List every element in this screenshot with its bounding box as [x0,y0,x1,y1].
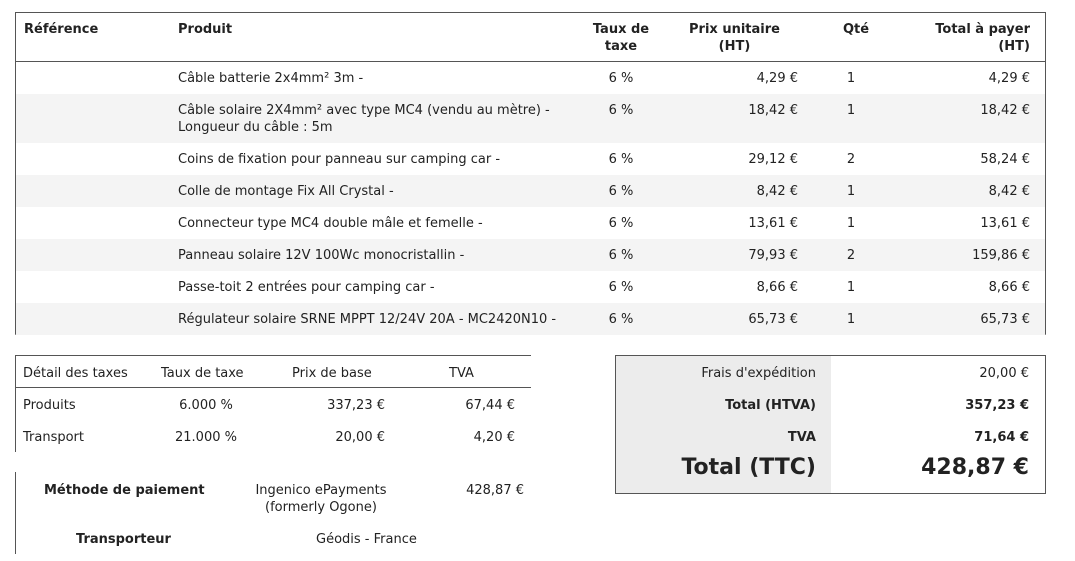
row-total: 159,86 € [972,248,1030,263]
carrier-value: Géodis - France [316,532,417,547]
row-qty: 1 [846,312,856,327]
row-total: 13,61 € [980,216,1030,231]
header-product: Produit [178,22,233,37]
row-product-line2: Longueur du câble : 5m [178,120,333,135]
row-product [178,102,573,136]
table-row [16,303,1045,335]
tax-row-rate: 21.000 % [175,430,237,445]
row-qty: 1 [846,71,856,86]
tax-row-vat: 4,20 € [473,430,515,445]
row-tax: 6 % [608,312,634,327]
payment-method-value [236,482,406,516]
header-tax-rate [581,21,661,55]
header-unit-price [676,21,793,55]
header-reference: Référence [24,22,99,37]
header-total [896,21,1030,55]
table-row [16,94,1045,143]
row-tax: 6 % [608,152,634,167]
total-excl-label: Total (HTVA) [725,398,816,413]
tax-header-rate: Taux de taxe [161,366,244,381]
row-product: Panneau solaire 12V 100Wc monocristallin - [178,248,465,263]
header-tax-rate-line2: taxe [604,39,638,54]
products-table [15,12,1046,335]
tax-row-rate: 6.000 % [179,398,233,413]
row-unit-price: 13,61 € [748,216,798,231]
totals-box [615,355,1046,494]
row-qty: 2 [846,152,856,167]
header-unit-price-line1: Prix unitaire [689,22,780,37]
shipping-label: Frais d'expédition [701,366,816,381]
table-row [16,175,1045,207]
row-qty: 1 [846,216,856,231]
table-row [16,271,1045,303]
row-tax: 6 % [608,280,634,295]
row-qty: 1 [846,103,856,118]
row-unit-price: 29,12 € [748,152,798,167]
tax-row-label: Produits [23,398,76,413]
table-row [16,62,1045,94]
row-total: 8,42 € [988,184,1030,199]
payment-method-label: Méthode de paiement [44,483,205,498]
row-tax: 6 % [608,216,634,231]
tax-details-table [15,355,531,452]
row-product: Passe-toit 2 entrées pour camping car - [178,280,435,295]
header-qty: Qté [842,22,870,37]
row-unit-price: 65,73 € [748,312,798,327]
products-header-row [16,13,1045,62]
table-row [16,239,1045,271]
grand-total-value: 428,87 € [921,455,1029,480]
row-tax: 6 % [608,184,634,199]
header-tax-rate-line1: Taux de [592,22,650,37]
tax-row [15,419,531,451]
row-tax: 6 % [608,103,634,118]
row-unit-price: 8,66 € [756,280,798,295]
tax-header-label: Détail des taxes [23,366,128,381]
tax-header-vat: TVA [449,366,474,381]
vat-value: 71,64 € [974,430,1029,445]
header-total-line1: Total à payer [935,22,1030,37]
row-product: Connecteur type MC4 double mâle et femelle - [178,216,483,231]
carrier-label: Transporteur [76,532,171,547]
row-total: 18,42 € [980,103,1030,118]
row-unit-price: 4,29 € [756,71,798,86]
row-total: 4,29 € [988,71,1030,86]
row-product: Colle de montage Fix All Crystal - [178,184,394,199]
row-total: 58,24 € [980,152,1030,167]
vat-label: TVA [787,430,816,445]
row-product: Régulateur solaire SRNE MPPT 12/24V 20A - MC2420N10 - [178,312,557,327]
row-product: Coins de fixation pour panneau sur camping car - [178,152,501,167]
payment-amount: 428,87 € [466,483,524,498]
header-total-line2: (HT) [998,39,1030,54]
row-product-line1: Câble solaire 2X4mm² avec type MC4 (vendu au mètre) - [178,103,550,118]
row-product: Câble batterie 2x4mm² 3m - [178,71,364,86]
tax-table-top-border [15,355,531,356]
grand-total-label: Total (TTC) [681,455,816,480]
table-row [16,207,1045,239]
row-tax: 6 % [608,248,634,263]
row-qty: 1 [846,280,856,295]
shipping-value: 20,00 € [979,366,1029,381]
row-unit-price: 8,42 € [756,184,798,199]
tax-row-base: 20,00 € [335,430,385,445]
row-qty: 2 [846,248,856,263]
row-total: 8,66 € [988,280,1030,295]
row-unit-price: 18,42 € [748,103,798,118]
row-qty: 1 [846,184,856,199]
table-row [16,143,1045,175]
row-unit-price: 79,93 € [748,248,798,263]
payment-section [15,472,545,554]
tax-row [15,387,531,419]
row-tax: 6 % [608,71,634,86]
tax-row-base: 337,23 € [327,398,385,413]
payment-method-value-line2: (formerly Ogone) [265,500,377,515]
header-unit-price-line2: (HT) [718,39,751,54]
total-excl-value: 357,23 € [965,398,1029,413]
row-total: 65,73 € [980,312,1030,327]
tax-header-base: Prix de base [292,366,372,381]
tax-row-label: Transport [23,430,85,445]
tax-row-vat: 67,44 € [465,398,515,413]
payment-method-value-line1: Ingenico ePayments [255,483,387,498]
